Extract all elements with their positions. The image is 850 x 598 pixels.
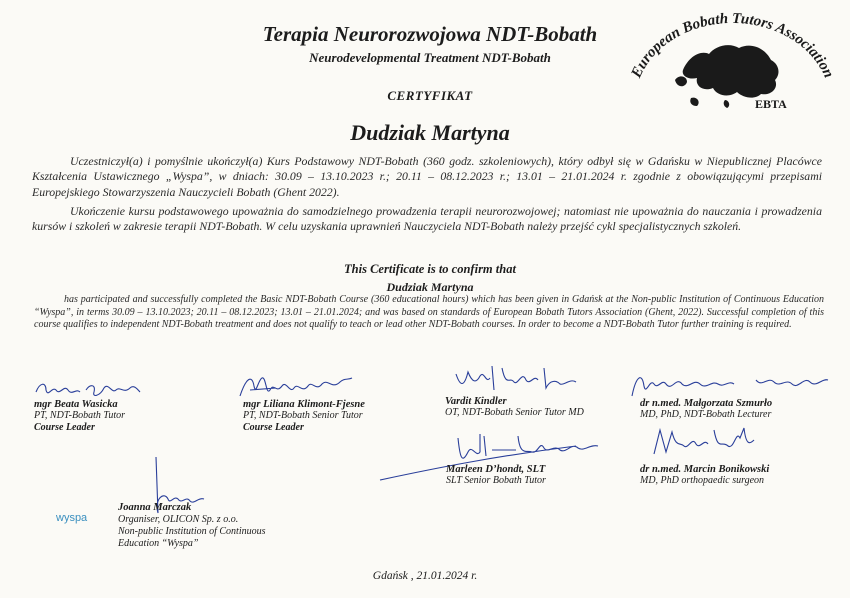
signatory-role-2: Course Leader: [243, 422, 304, 433]
organiser-name: Joanna Marczak: [118, 502, 192, 513]
signatory-kindler: [445, 396, 584, 419]
signatory-wasicka: [34, 399, 125, 434]
signatory-role: PT, NDT-Bobath Tutor: [34, 410, 126, 421]
wyspa-logo-text: wyspa: [56, 512, 88, 524]
certificate-subtitle: Neurodevelopmental Treatment NDT-Bobath: [309, 50, 551, 65]
signatory-role: PT, NDT-Bobath Senior Tutor: [243, 410, 363, 421]
body-en-paragraph: has participated and successfully completed the Basic NDT-Bobath Course (360 educational hours) which has been given in Gdańsk at the Non-public Institution of Continuous Education “Wyspa”, in terms 30.09 – 13.10.2023; 20.11 – 08.12.2023; 13.01 – 21.01.2024; and was based on standards of European Bobath Tutors Association (Ghent, 2022). Successful completion of this course qualifies to independent NDT-Bobath treatment and does not qualify to teach or lead other NDT-Bobath courses. In order to become a NDT-Bobath Tutor further training is required.: [34, 294, 824, 331]
signature-kindler-icon: [452, 362, 582, 396]
holder-name: Dudziak Martyna: [350, 120, 510, 145]
signatory-name: dr n.med. Małgorzata Szmurło: [640, 398, 773, 409]
organiser-line-1: Organiser, OLICON Sp. z o.o.: [118, 514, 239, 525]
ebta-seal-icon: [605, 8, 840, 123]
signatory-bonikowski: [640, 464, 769, 487]
signatory-role-2: Course Leader: [34, 422, 95, 433]
signatory-role: MD, PhD orthopaedic surgeon: [640, 475, 765, 486]
issue-date: Gdańsk , 21.01.2024 r.: [372, 570, 478, 582]
body-en-heading: This Certificate is to confirm that: [344, 262, 516, 276]
body-pl-paragraph-1: Uczestniczył(a) i pomyślnie ukończył(a) Kurs Podstawowy NDT-Bobath (360 godz. szkoleniowych), który odbył się w Gdańsku w Niepublicznej Placówce Kształcenia Ustawicznego „Wyspa”, w dniach: 30.09 – 13.10.2023 r.; 20.11 – 08.12.2023 r.; 13.01 – 21.01.2024 r. zgodnie z obowiązującymi przepisami Europejskiego Stowarzyszenia Nauczycieli Bobath (Ghent 2022).: [32, 154, 822, 199]
signatory-role: OT, NDT-Bobath Senior Tutor MD: [445, 407, 584, 418]
signatory-dhondt: [446, 464, 546, 487]
signature-klimont-icon: [236, 372, 356, 402]
organiser-block: [118, 502, 191, 513]
ebta-ring-text: European Bobath Tutors Association: [628, 10, 837, 81]
organiser-line-2: Non-public Institution of Continuous: [118, 526, 266, 537]
signatory-name: mgr Beata Wasicka: [34, 399, 118, 410]
body-pl-paragraph-2: Ukończenie kursu podstawowego upoważnia do samodzielnego prowadzenia terapii neurorozwojowej; natomiast nie upoważnia do nauczania i prowadzenia kursów i szkoleń w zakresie terapii NDT-Bobath. W celu uzyskania uprawnień Nauczyciela NDT-Bobath należy przejść cykl specjalistycznych szkoleń.: [32, 204, 822, 234]
signatory-role: MD, PhD, NDT-Bobath Lecturer: [640, 409, 772, 420]
ebta-logo: [605, 8, 840, 123]
certificate-title: Terapia Neurorozwojowa NDT-Bobath: [262, 22, 598, 46]
signature-szmurlo-icon: [626, 368, 836, 402]
wyspa-logo: [56, 512, 87, 524]
ebta-acronym: EBTA: [755, 97, 787, 111]
signatory-name: mgr Liliana Klimont-Fjesne: [243, 399, 365, 410]
certificate-label: CERTYFIKAT: [387, 88, 473, 103]
body-en-holder-name: Dudziak Martyna: [386, 280, 474, 294]
signatory-szmurlo: [640, 398, 772, 421]
signatory-klimont: [243, 399, 365, 434]
signatory-name: Marleen D’hondt, SLT: [446, 464, 546, 475]
signatory-role: SLT Senior Bobath Tutor: [446, 475, 546, 486]
organiser-details: [118, 514, 266, 550]
signature-bonikowski-icon: [648, 424, 758, 464]
signatory-name: Vardit Kindler: [445, 396, 507, 407]
signatory-name: dr n.med. Marcin Bonikowski: [640, 464, 770, 475]
organiser-line-3: Education “Wyspa”: [118, 538, 199, 549]
